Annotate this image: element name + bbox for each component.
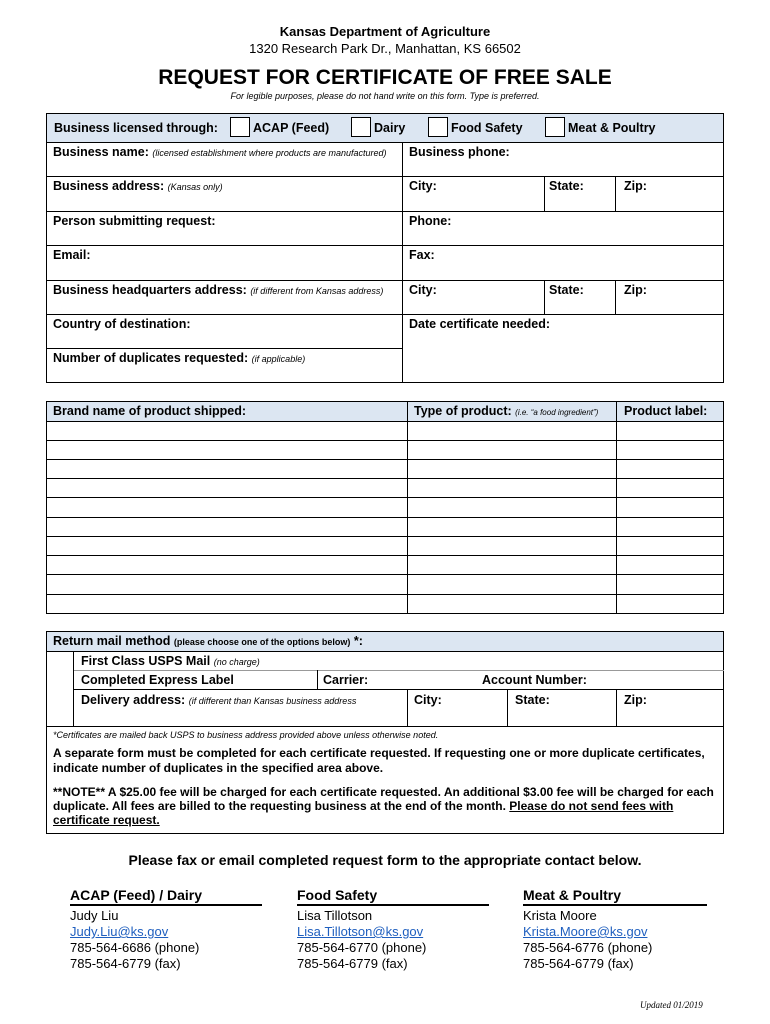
duplicates-field[interactable] [53, 351, 305, 365]
contact-dept: Meat & Poultry [523, 887, 707, 906]
type-of-product-header: Type of product: (i.e. “a food ingredient”) [414, 404, 599, 418]
licensed-through-label: Business licensed through: [54, 121, 218, 135]
dairy-label: Dairy [374, 121, 406, 135]
zip-field[interactable]: Zip: [624, 179, 647, 193]
hq-state-field[interactable]: State: [549, 283, 584, 297]
contact-phone: 785-564-6686 (phone) [70, 940, 200, 955]
business-name-label: Business name: [53, 145, 149, 159]
brand-name-header: Brand name of product shipped: [53, 404, 247, 418]
contact-fax: 785-564-6779 (fax) [70, 956, 181, 971]
contact-phone: 785-564-6776 (phone) [523, 940, 653, 955]
contact-email-link[interactable]: Krista.Moore@ks.gov [523, 924, 648, 939]
person-submitting-field[interactable]: Person submitting request: [53, 214, 216, 228]
hq-city-field[interactable]: City: [409, 283, 437, 297]
phone-field[interactable]: Phone: [409, 214, 452, 228]
hq-address-field[interactable] [53, 283, 383, 297]
hq-address-note: (if different from Kansas address) [250, 286, 384, 296]
delivery-zip-field[interactable]: Zip: [624, 693, 647, 707]
delivery-city-field[interactable]: City: [414, 693, 442, 707]
date-needed-field[interactable]: Date certificate needed: [409, 317, 551, 331]
business-address-field[interactable] [53, 179, 223, 193]
agency-address: 1320 Research Park Dr., Manhattan, KS 66502 [249, 41, 521, 56]
state-field[interactable]: State: [549, 179, 584, 193]
express-label-option[interactable]: Completed Express Label [81, 673, 234, 687]
form-title: REQUEST FOR CERTIFICATE OF FREE SALE [158, 66, 612, 89]
mail-footnote: *Certificates are mailed back USPS to business address provided above unless otherwise noted. [53, 730, 439, 740]
form-instruction: For legible purposes, please do not hand write on this form. Type is preferred. [230, 91, 540, 101]
dairy-checkbox[interactable] [351, 117, 371, 137]
food-safety-checkbox[interactable] [428, 117, 448, 137]
hq-zip-field[interactable]: Zip: [624, 283, 647, 297]
meat-poultry-checkbox[interactable] [545, 117, 565, 137]
contact-name: Lisa Tillotson [297, 908, 373, 923]
business-name-note: (licensed establishment where products are manufactured) [152, 148, 387, 158]
food-safety-label: Food Safety [451, 121, 523, 135]
contact-dept: Food Safety [297, 887, 489, 906]
contact-name: Krista Moore [523, 908, 597, 923]
contact-email-link[interactable]: Judy.Liu@ks.gov [70, 924, 169, 939]
contact-fax: 785-564-6779 (fax) [523, 956, 634, 971]
account-number-field[interactable]: Account Number: [482, 673, 587, 687]
return-mail-title: Return mail method (please choose one of the options below) *: [53, 634, 363, 648]
business-phone-field[interactable]: Business phone: [409, 145, 510, 159]
contact-intro: Please fax or email completed request form to the appropriate contact below. [128, 852, 642, 868]
business-address-label: Business address: [53, 179, 165, 193]
contact-name: Judy Liu [70, 908, 119, 923]
acap-checkbox[interactable] [230, 117, 250, 137]
contact-fax: 785-564-6779 (fax) [297, 956, 408, 971]
product-table [46, 401, 724, 614]
delivery-address-field[interactable]: Delivery address: (if different than Kansas business address [81, 693, 357, 707]
contact-acap-dairy [70, 887, 262, 972]
contact-phone: 785-564-6770 (phone) [297, 940, 427, 955]
carrier-field[interactable]: Carrier: [323, 673, 369, 687]
delivery-state-field[interactable]: State: [515, 693, 550, 707]
business-name-field[interactable] [53, 145, 386, 159]
return-mail-note: (please choose one of the options below) [173, 637, 351, 647]
contact-email-link[interactable]: Lisa.Tillotson@ks.gov [297, 924, 424, 939]
product-label-header: Product label: [624, 404, 708, 418]
updated-date: Updated 01/2019 [640, 1000, 703, 1010]
meat-poultry-label: Meat & Poultry [568, 121, 656, 135]
acap-label: ACAP (Feed) [253, 121, 330, 135]
contact-food-safety [297, 887, 489, 972]
business-address-note: (Kansas only) [167, 182, 223, 192]
country-destination-field[interactable]: Country of destination: [53, 317, 191, 331]
fee-note: **NOTE** A $25.00 fee will be charged for each certificate requested. An additional $3.00 fee will be charged for each duplicate. All fees are billed to the requesting business at the end of the month. Please do not send fees with certificate request. [53, 785, 714, 827]
type-note: (i.e. “a food ingredient”) [515, 408, 599, 417]
contact-dept: ACAP (Feed) / Dairy [70, 887, 262, 906]
city-field[interactable]: City: [409, 179, 437, 193]
fax-field[interactable]: Fax: [409, 248, 435, 262]
separate-form-notice: A separate form must be completed for each certificate requested. If requesting one or more duplicate certificates, indicate number of duplicates in the specified area above. [53, 746, 705, 775]
hq-address-label: Business headquarters address: [53, 283, 247, 297]
contact-meat-poultry [523, 887, 707, 972]
no-fees-warning: Please do not send fees with certificate request. [53, 799, 674, 827]
duplicates-note: (if applicable) [251, 354, 306, 364]
first-class-option[interactable]: First Class USPS Mail (no charge) [81, 654, 260, 668]
agency-name: Kansas Department of Agriculture [279, 24, 491, 39]
duplicates-label: Number of duplicates requested: [53, 351, 249, 365]
email-field[interactable]: Email: [53, 248, 91, 262]
